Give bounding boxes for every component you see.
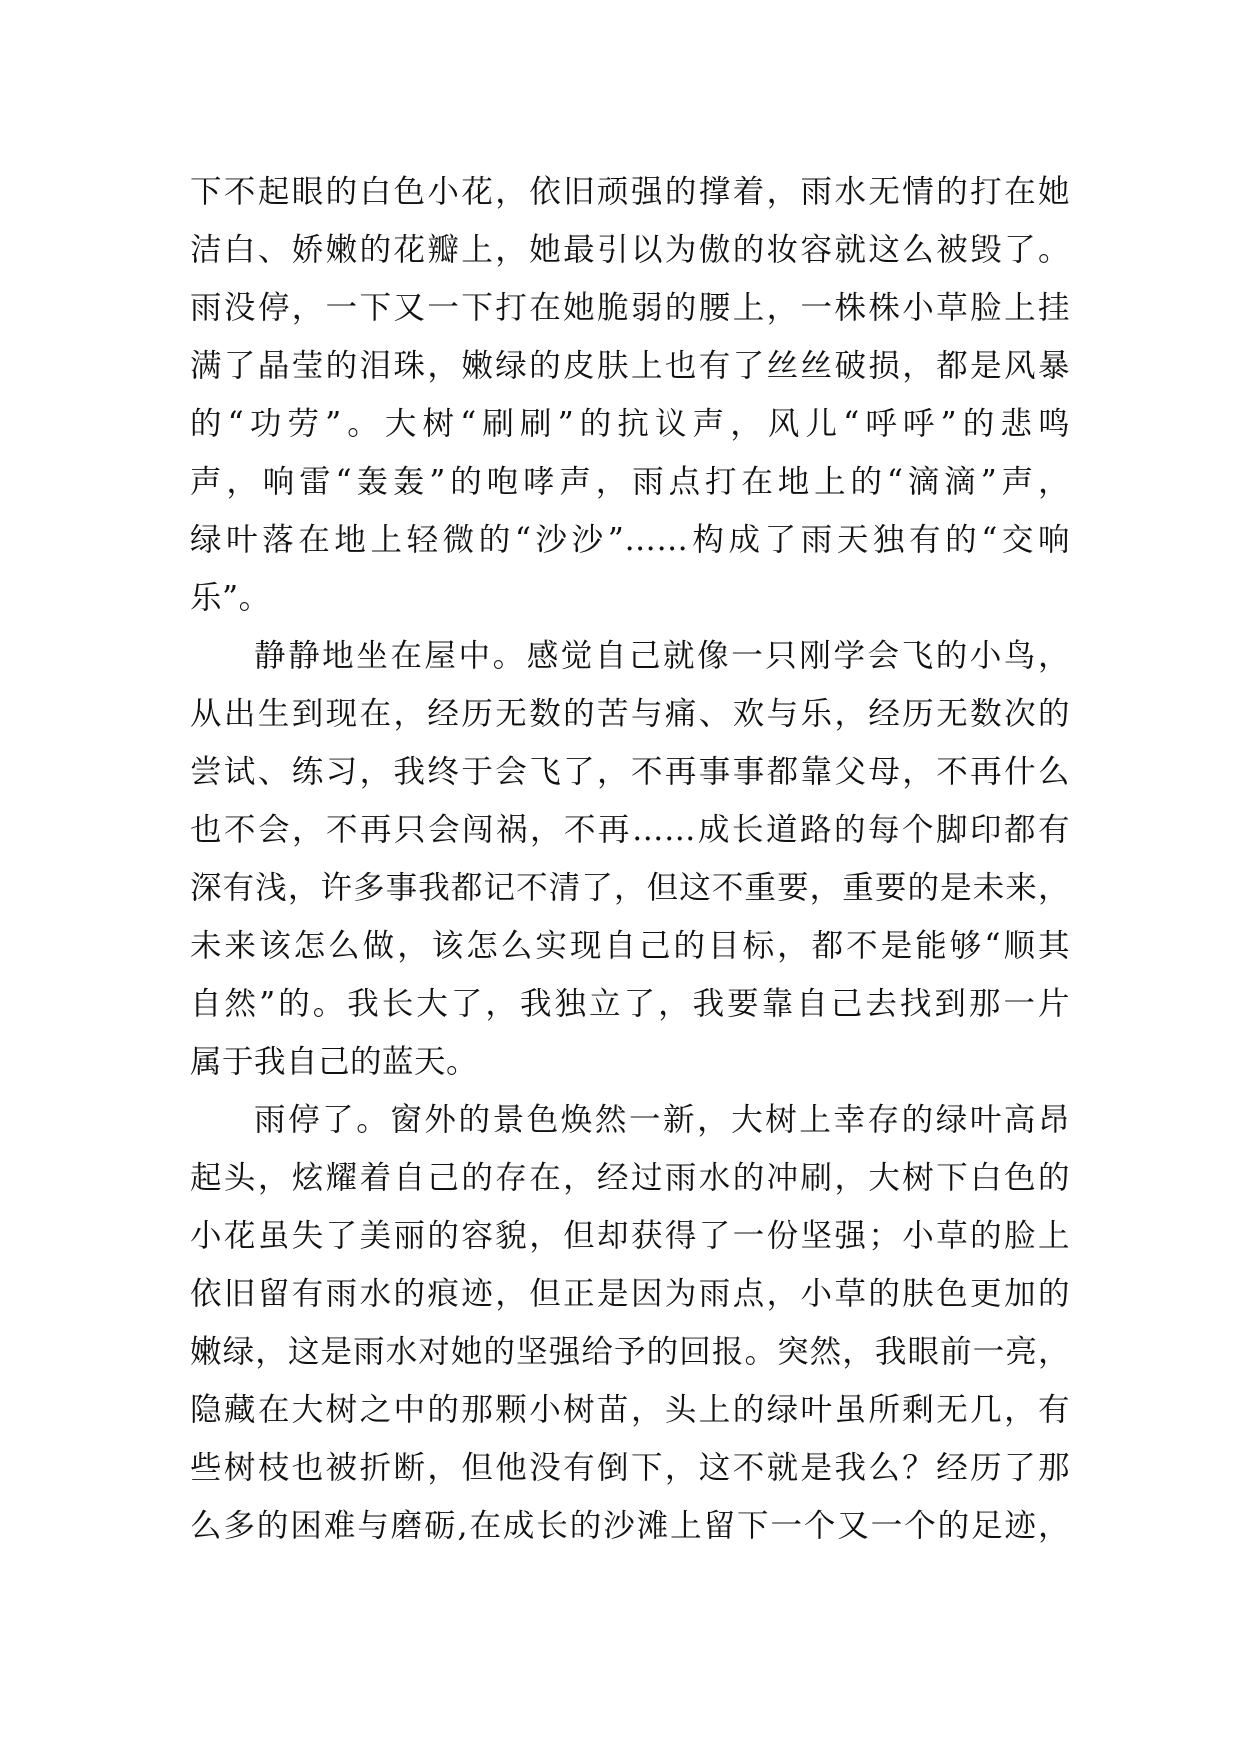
text-line: 自然”的。我长大了，我独立了，我要靠自己去找到那一片: [190, 986, 1070, 1022]
text-line: 隐藏在大树之中的那颗小树苗，头上的绿叶虽所剩无几，有: [190, 1392, 1070, 1428]
text-line: 静静地坐在屋中。感觉自己就像一只刚学会飞的小鸟，: [254, 638, 1070, 674]
text-line: 些树枝也被折断，但他没有倒下，这不就是我么？经历了那: [190, 1450, 1070, 1486]
text-line: 也不会，不再只会闯祸，不再……成长道路的每个脚印都有: [190, 812, 1070, 848]
text-line: 起头，炫耀着自己的存在，经过雨水的冲刷，大树下白色的: [190, 1160, 1070, 1196]
text-line: 绿叶落在地上轻微的“沙沙”……构成了雨天独有的“交响: [190, 522, 1070, 558]
text-line: 满了晶莹的泪珠，嫩绿的皮肤上也有了丝丝破损，都是风暴: [190, 348, 1070, 384]
text-line: 依旧留有雨水的痕迹，但正是因为雨点，小草的肤色更加的: [190, 1276, 1070, 1312]
text-line: 雨没停，一下又一下打在她脆弱的腰上，一株株小草脸上挂: [190, 290, 1070, 326]
essay-body: [190, 163, 1070, 1555]
text-line: 的“功劳”。大树“刷刷”的抗议声，风儿“呼呼”的悲鸣: [190, 406, 1070, 442]
text-line: 乐”。: [190, 580, 271, 616]
text-line: 小花虽失了美丽的容貌，但却获得了一份坚强；小草的脸上: [190, 1218, 1070, 1254]
text-line: 属于我自己的蓝天。: [190, 1044, 479, 1080]
text-line: 未来该怎么做，该怎么实现自己的目标，都不是能够“顺其: [190, 928, 1070, 964]
text-line: 深有浅，许多事我都记不清了，但这不重要，重要的是未来，: [190, 870, 1070, 906]
text-line: 声，响雷“轰轰”的咆哮声，雨点打在地上的“滴滴”声，: [190, 464, 1070, 500]
text-line: 嫩绿，这是雨水对她的坚强给予的回报。突然，我眼前一亮，: [190, 1334, 1070, 1370]
text-line: 尝试、练习，我终于会飞了，不再事事都靠父母，不再什么: [190, 754, 1070, 790]
text-line: 雨停了。窗外的景色焕然一新，大树上幸存的绿叶高昂: [254, 1102, 1070, 1138]
text-line: 么多的困难与磨砺,在成长的沙滩上留下一个又一个的足迹，: [190, 1508, 1070, 1544]
text-line: 下不起眼的白色小花，依旧顽强的撑着，雨水无情的打在她: [190, 174, 1070, 210]
text-line: 洁白、娇嫩的花瓣上，她最引以为傲的妆容就这么被毁了。: [190, 232, 1070, 268]
text-line: 从出生到现在，经历无数的苦与痛、欢与乐，经历无数次的: [190, 696, 1070, 732]
